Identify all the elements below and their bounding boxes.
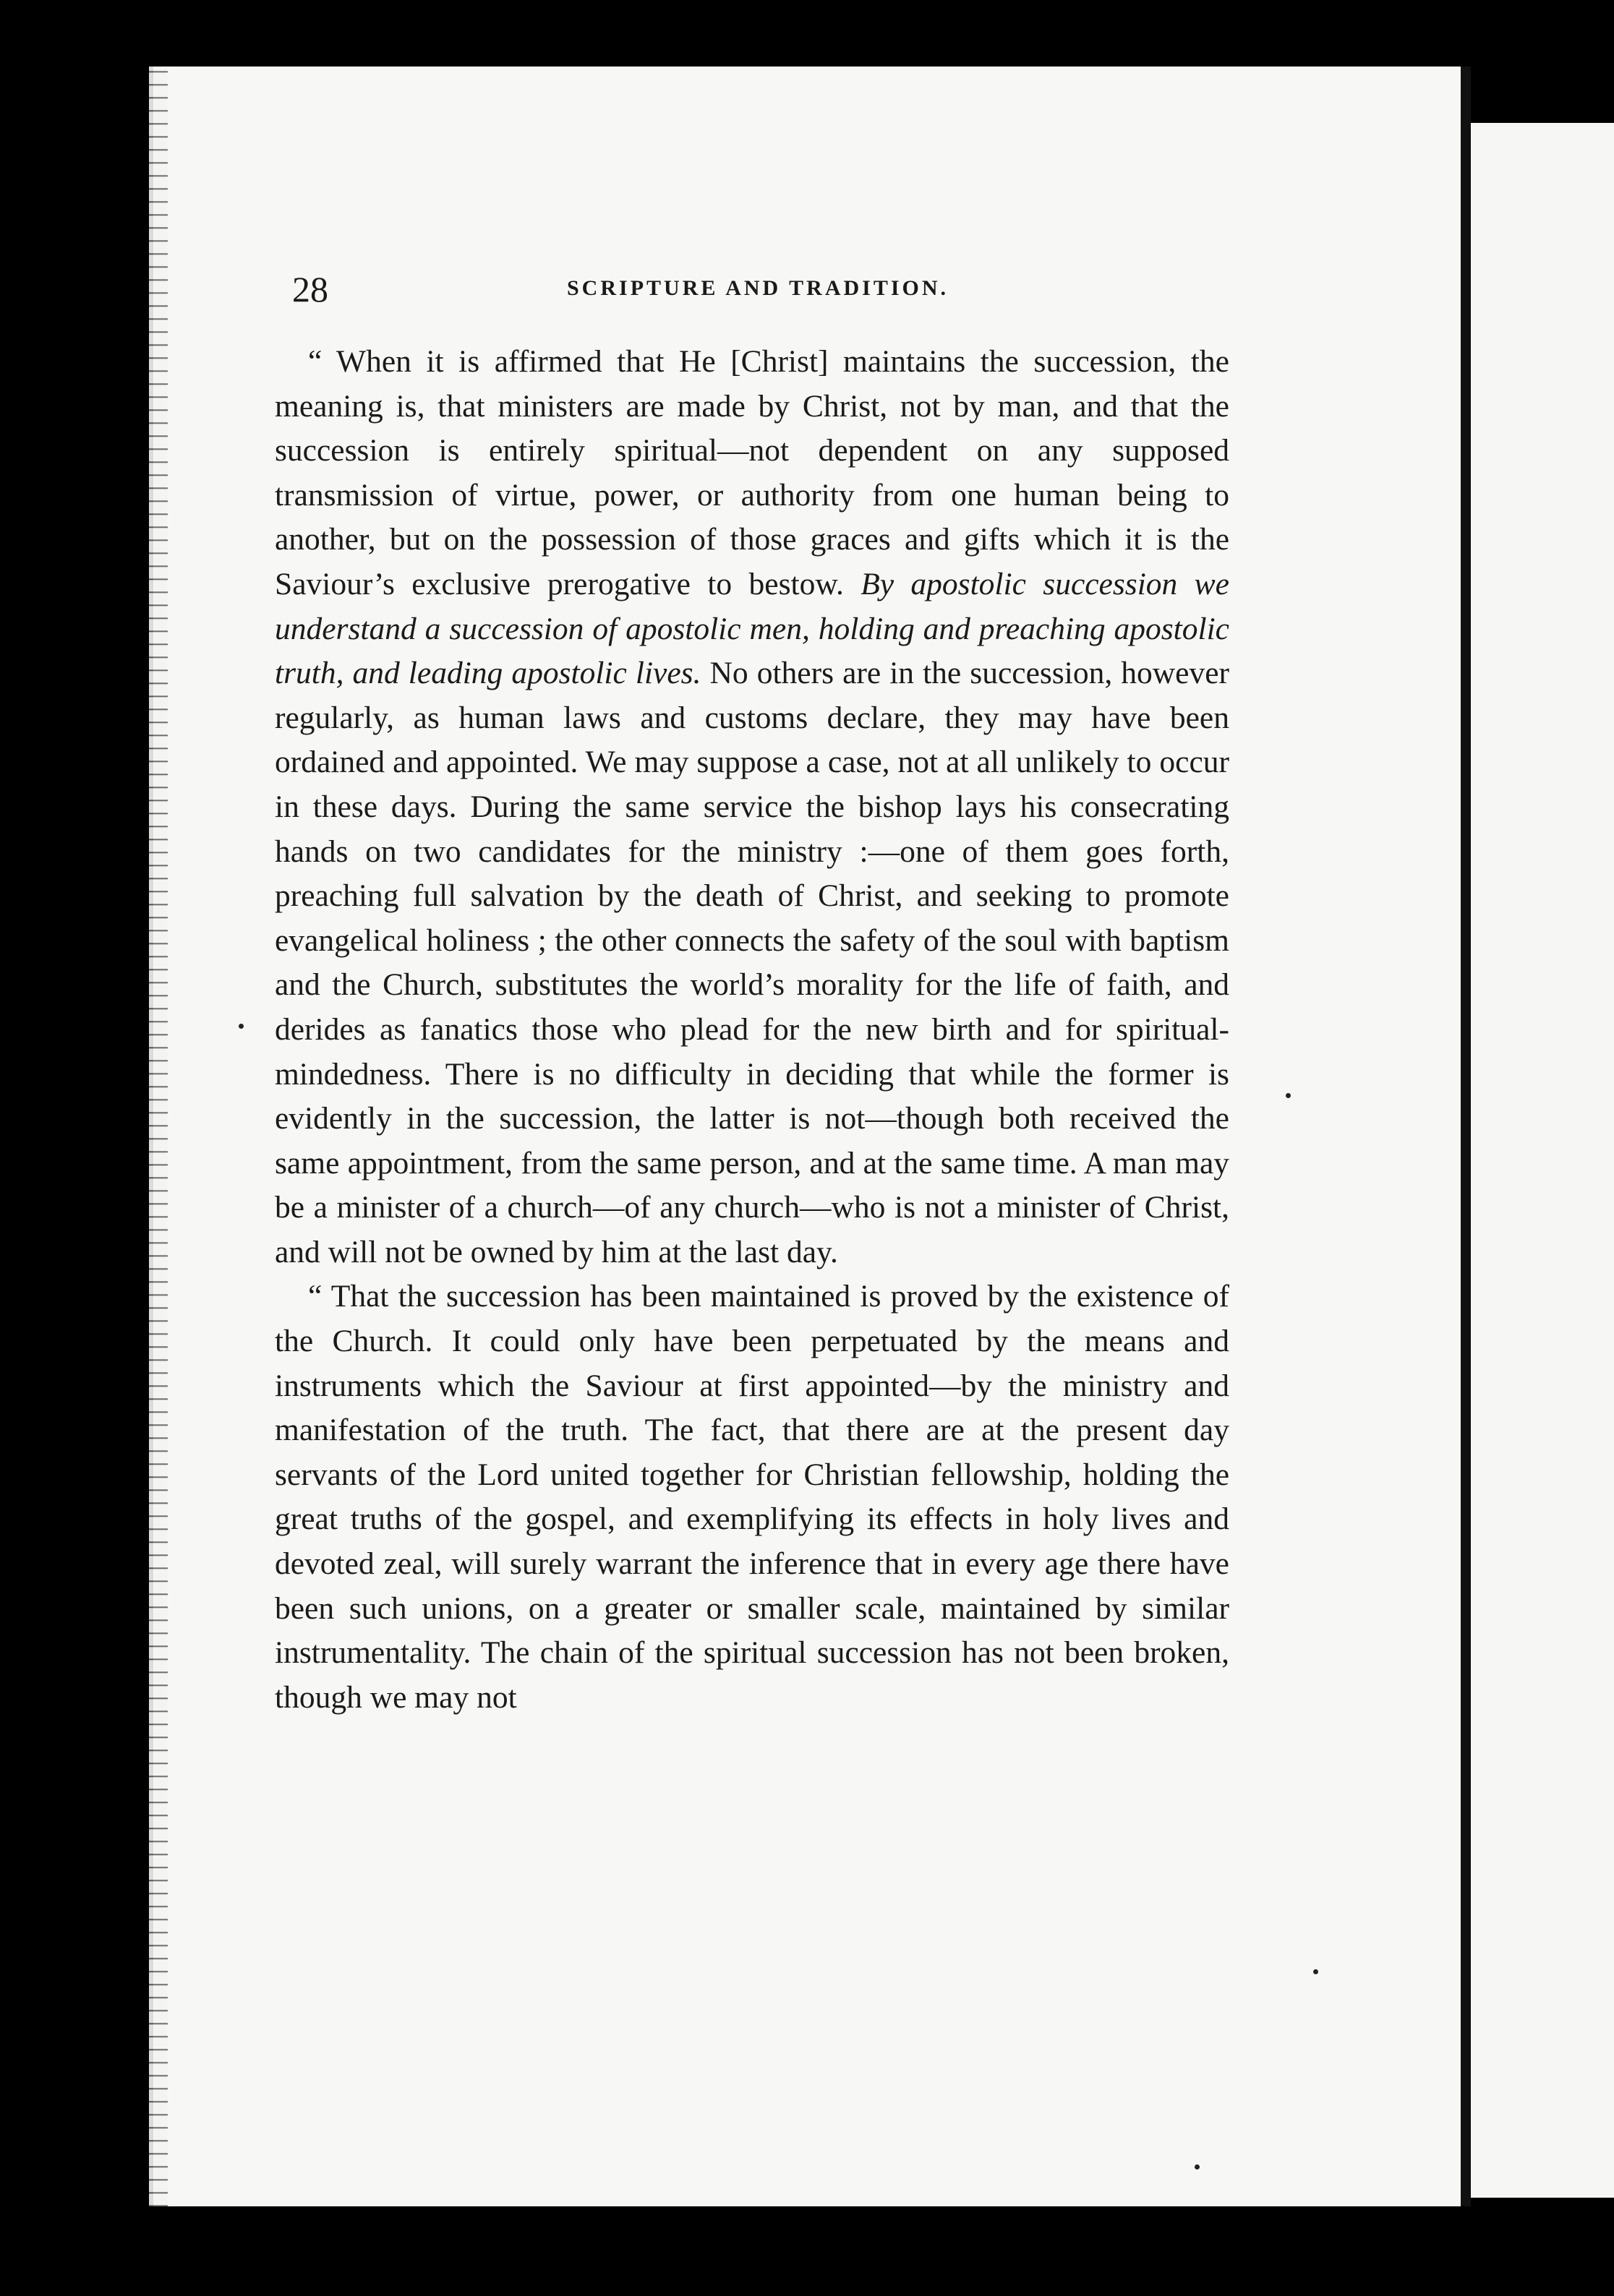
speck-mark <box>1286 1093 1291 1098</box>
paragraph-1-text-b: No others are in the succession, however regularly, as human laws and customs declare, they may have been ordained and appointed. We may suppose a case, not at all unlikely to occur in these days. During the same service the bishop lays his consecrating hands on two candidates for the ministry :—one of them goes forth, preaching full salvation by the death of Christ, and seeking to promote evangelical holiness ; the other connects the safety of the soul with baptism and the Church, substitutes the world’s morality for the life of faith, and derides as fanatics those who plead for the new birth and for spiritual-mindedness. There is no difficulty in deciding that while the former is evidently in the succession, the latter is not—though both received the same appointment, from the same person, and at the same time. A man may be a minister of a church—of any church—who is not a minister of Christ, and will not be owned by him at the last day. <box>275 656 1230 1269</box>
paragraph-1 <box>275 340 1229 1275</box>
page-gutter <box>1461 67 1471 2206</box>
running-head: SCRIPTURE AND TRADITION. <box>567 276 949 300</box>
page-binding-edge <box>149 67 168 2206</box>
paragraph-1-italic: By apostolic succession we understand a succession of apostolic men, holding and preaching apostolic truth, and leading apostolic lives. <box>275 566 1229 691</box>
speck-mark <box>239 1024 244 1029</box>
facing-page-edge <box>1471 123 1614 2198</box>
body-text <box>275 340 1229 1720</box>
page-number: 28 <box>292 269 328 309</box>
paragraph-1-text-a: “ When it is affirmed that He [Christ] maintains the succession, the meaning is, that ministers are made by Christ, not by man, and that the succession is entirely spiritual—not dependent on any supposed transmission of virtue, power, or authority from one human being to another, but on the possession of those graces and gifts which it is the Saviour’s exclusive prerogative to bestow. <box>275 344 1229 601</box>
speck-mark <box>1195 2164 1200 2169</box>
paragraph-2: “ That the succession has been maintained is proved by the existence of the Church. It could only have been perpetuated by the means and instruments which the Saviour at first appointed—by the ministry and manifestation of the truth. The fact, that there are at the present day servants of the Lord united together for Christian fellowship, holding the great truths of the gospel, and exemplifying its effects in holy lives and devoted zeal, will surely warrant the inference that in every age there have been such unions, on a greater or smaller scale, maintained by similar instrumentality. The chain of the spiritual succession has not been broken, though we may not <box>275 1279 1229 1715</box>
speck-mark <box>1313 1969 1318 1974</box>
page-header <box>292 267 1254 325</box>
